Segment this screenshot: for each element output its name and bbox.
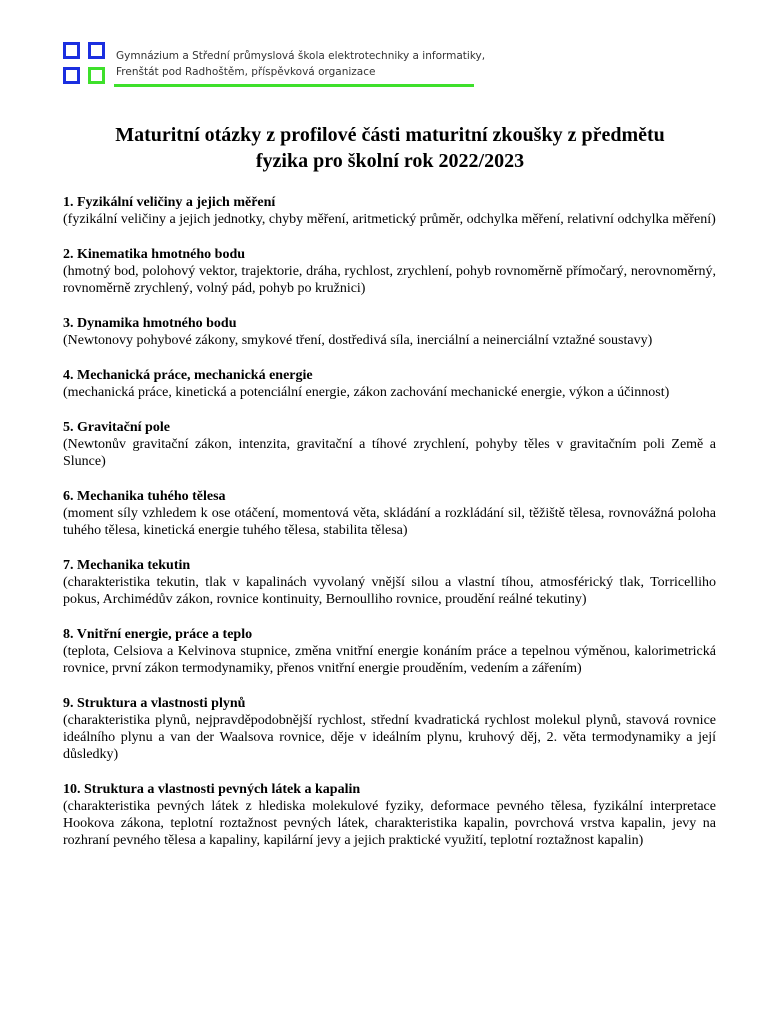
- question-title: 6. Mechanika tuhého tělesa: [63, 489, 226, 504]
- question-description: (Newtonův gravitační zákon, intenzita, gravitační a tíhové zrychlení, pohyby těles v gravitačním poli Země a Slunce): [63, 437, 716, 469]
- school-name-line-1: Gymnázium a Střední průmyslová škola elektrotechniky a informatiky,: [116, 50, 486, 62]
- school-name: [116, 48, 485, 80]
- page-title-line-1: Maturitní otázky z profilové části maturitní zkoušky z předmětu: [115, 124, 665, 146]
- question-description: (teplota, Celsiova a Kelvinova stupnice, změna vnitřní energie konáním práce a tepelnou výměnou, kalorimetrická rovnice, první zákon termodynamiky, přenos vnitřní energie prouděním, vedením a zářením): [63, 644, 716, 676]
- question-title: 3. Dynamika hmotného bodu: [63, 316, 237, 331]
- document-header: [63, 42, 486, 88]
- question-title: 7. Mechanika tekutin: [63, 558, 191, 573]
- question-item: [63, 367, 716, 401]
- question-title: 4. Mechanická práce, mechanická energie: [63, 368, 313, 383]
- question-item: [63, 557, 716, 608]
- question-description: (mechanická práce, kinetická a potenciální energie, zákon zachování mechanické energie, výkon a účinnost): [63, 385, 670, 400]
- question-item: [63, 781, 716, 849]
- question-description: (fyzikální veličiny a jejich jednotky, chyby měření, aritmetický průměr, odchylka měření, relativní odchylka měření): [63, 212, 716, 227]
- four-squares-logo-icon: [63, 42, 109, 88]
- header-divider: [114, 84, 474, 87]
- question-description: (hmotný bod, polohový vektor, trajektorie, dráha, rychlost, zrychlení, pohyb rovnoměrně přímočarý, nerovnoměrný, rovnoměrně zrychlený, volný pád, pohyb po kružnici): [63, 264, 716, 296]
- question-title: 8. Vnitřní energie, práce a teplo: [63, 627, 253, 642]
- school-name-line-2: Frenštát pod Radhoštěm, příspěvková organizace: [116, 66, 376, 78]
- question-item: [63, 488, 716, 539]
- question-title: 1. Fyzikální veličiny a jejich měření: [63, 195, 276, 210]
- logo-square-green: [88, 67, 105, 84]
- question-description: (charakteristika plynů, nejpravděpodobnější rychlost, střední kvadratická rychlost molekul plynů, stavová rovnice ideálního plynu a van der Waalsova rovnice, děje v ideálním plynu, kruhový děj, 2. věta termodynamiky a její důsledky): [63, 713, 716, 762]
- question-description: (charakteristika pevných látek z hlediska molekulové fyziky, deformace pevného tělesa, fyzikální interpretace Hookova zákona, teplotní roztažnost pevných látek, charakteristika kapalin, povrchová vrstva kapalin, jevy na rozhraní pevného tělesa a kapaliny, kapilární jevy a jejich praktické využití, teplotní roztažnost kapalin): [63, 799, 716, 848]
- question-item: [63, 695, 716, 763]
- question-item: [63, 419, 716, 470]
- question-list: [63, 194, 716, 867]
- question-title: 2. Kinematika hmotného bodu: [63, 247, 246, 262]
- logo-square-blue: [88, 42, 105, 59]
- question-title: 9. Struktura a vlastnosti plynů: [63, 696, 246, 711]
- question-description: (moment síly vzhledem k ose otáčení, momentová věta, skládání a rozkládání sil, těžiště tělesa, rovnovážná poloha tuhého tělesa, kinetická energie tuhého tělesa, stabilita tělesa): [63, 506, 716, 538]
- question-description: (Newtonovy pohybové zákony, smykové tření, dostředivá síla, inerciální a neinerciální vztažné soustavy): [63, 333, 653, 348]
- question-item: [63, 315, 716, 349]
- question-description: (charakteristika tekutin, tlak v kapalinách vyvolaný vnější silou a vlastní tíhou, atmosférický tlak, Torricelliho pokus, Archimédův zákon, rovnice kontinuity, Bernoulliho rovnice, proudění reálné tekutiny): [63, 575, 716, 607]
- logo-square-blue: [63, 42, 80, 59]
- question-item: [63, 194, 716, 228]
- logo-square-blue: [63, 67, 80, 84]
- page-title: [40, 122, 740, 174]
- question-title: 10. Struktura a vlastnosti pevných látek a kapalin: [63, 782, 361, 797]
- page-title-line-2: fyzika pro školní rok 2022/2023: [255, 150, 525, 172]
- question-item: [63, 626, 716, 677]
- question-item: [63, 246, 716, 297]
- question-title: 5. Gravitační pole: [63, 420, 170, 435]
